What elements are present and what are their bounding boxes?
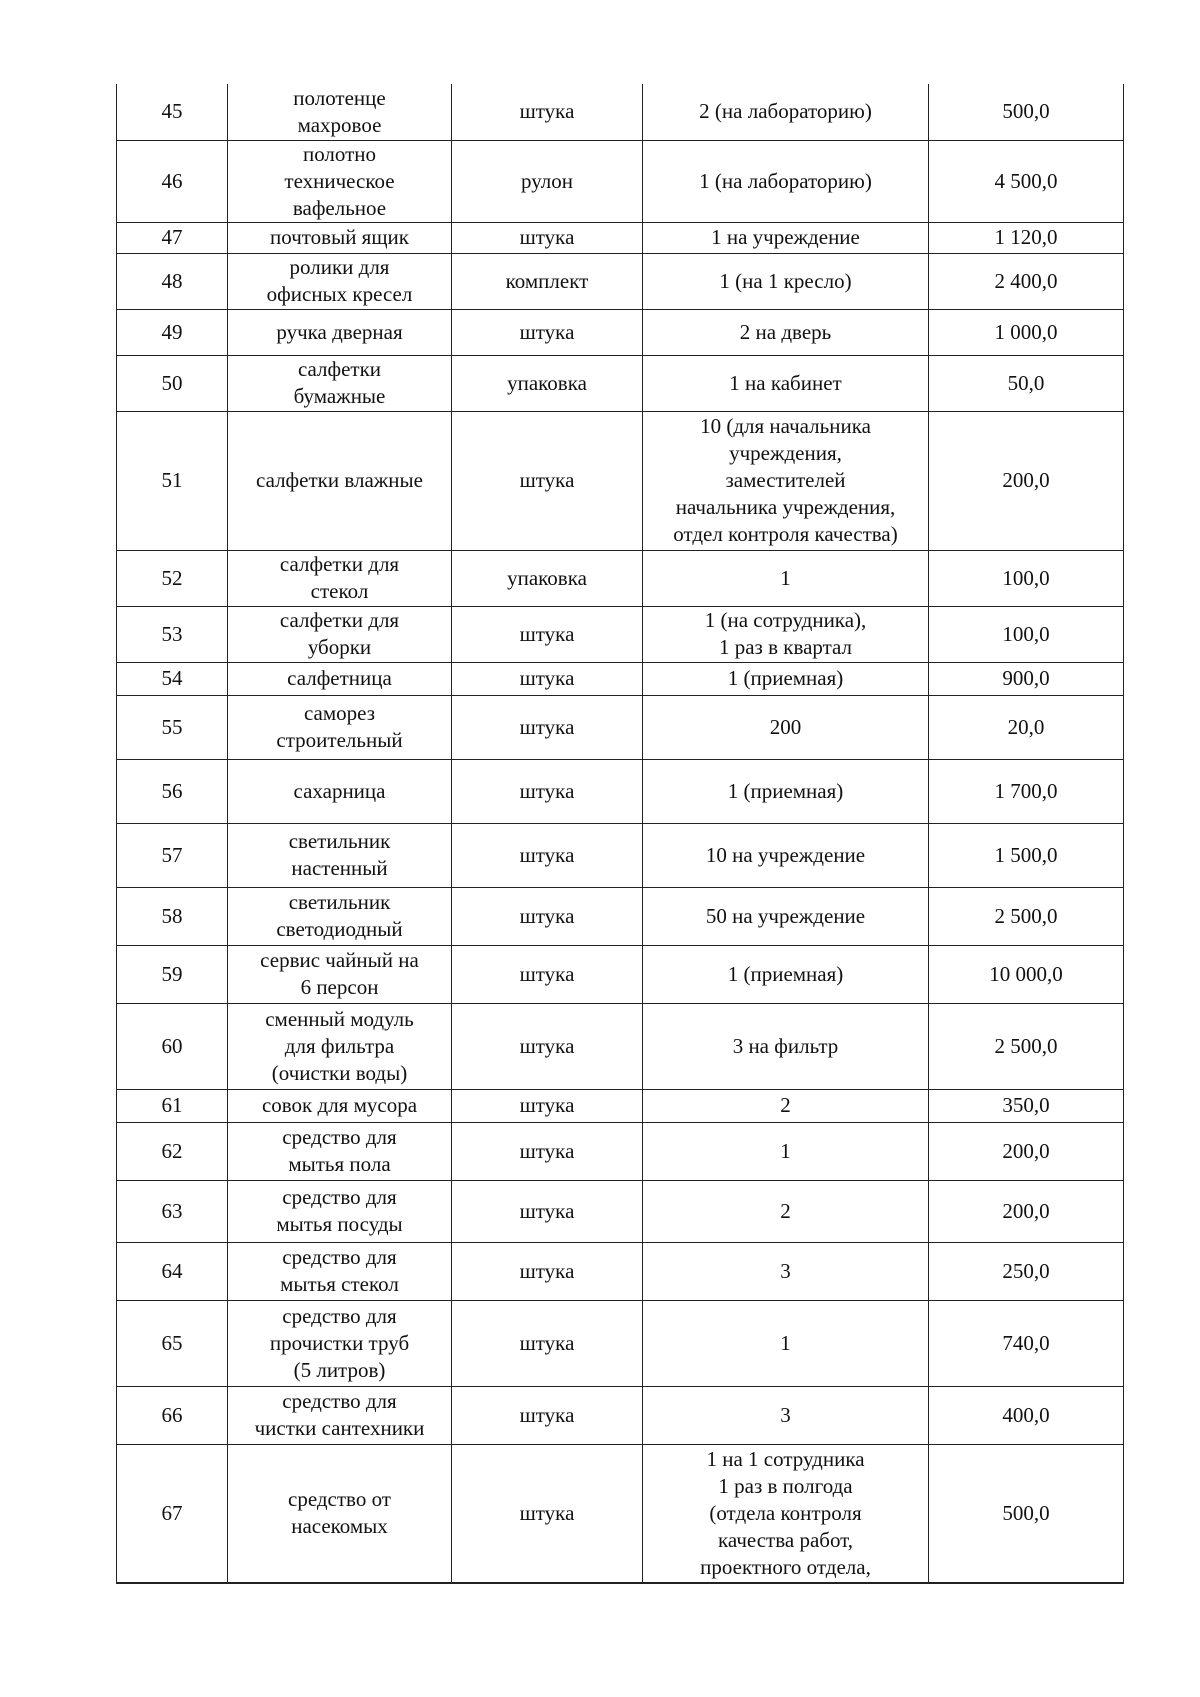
unit-cell: штука	[452, 1242, 643, 1300]
unit-cell: штука	[452, 411, 643, 550]
price-cell: 1 120,0	[929, 222, 1124, 253]
table-row	[117, 309, 1124, 355]
item-name-cell: салфетница	[228, 662, 452, 695]
quantity-norm-cell: 2	[643, 1089, 929, 1122]
unit-cell: штука	[452, 662, 643, 695]
quantity-norm-cell: 2 (на лабораторию)	[643, 84, 929, 140]
row-number-cell: 63	[117, 1180, 228, 1242]
quantity-norm-cell: 3	[643, 1242, 929, 1300]
item-name-cell: салфетки для стекол	[228, 550, 452, 606]
item-name-cell: сахарница	[228, 759, 452, 823]
price-cell: 10 000,0	[929, 945, 1124, 1003]
item-name-cell: светильник настенный	[228, 823, 452, 887]
quantity-norm-cell: 1 на 1 сотрудника 1 раз в полгода (отдела контроля качества работ, проектного отдела,	[643, 1444, 929, 1583]
table-row	[117, 355, 1124, 411]
table-row	[117, 695, 1124, 759]
table-row	[117, 1003, 1124, 1089]
unit-cell: штука	[452, 759, 643, 823]
row-number-cell: 45	[117, 84, 228, 140]
unit-cell: упаковка	[452, 550, 643, 606]
price-cell: 1 000,0	[929, 309, 1124, 355]
quantity-norm-cell: 1 (приемная)	[643, 662, 929, 695]
quantity-norm-cell: 3 на фильтр	[643, 1003, 929, 1089]
row-number-cell: 66	[117, 1386, 228, 1444]
table-row	[117, 1180, 1124, 1242]
table-row	[117, 1089, 1124, 1122]
quantity-norm-cell: 3	[643, 1386, 929, 1444]
item-name-cell: средство для прочистки труб (5 литров)	[228, 1300, 452, 1386]
item-name-cell: салфетки влажные	[228, 411, 452, 550]
price-cell: 1 500,0	[929, 823, 1124, 887]
unit-cell: штука	[452, 309, 643, 355]
price-cell: 900,0	[929, 662, 1124, 695]
item-name-cell: салфетки для уборки	[228, 606, 452, 662]
supplies-table-body	[117, 84, 1124, 1583]
row-number-cell: 58	[117, 887, 228, 945]
price-cell: 740,0	[929, 1300, 1124, 1386]
item-name-cell: полотенце махровое	[228, 84, 452, 140]
item-name-cell: ролики для офисных кресел	[228, 253, 452, 309]
quantity-norm-cell: 1	[643, 1122, 929, 1180]
table-row	[117, 1300, 1124, 1386]
unit-cell: штука	[452, 695, 643, 759]
quantity-norm-cell: 50 на учреждение	[643, 887, 929, 945]
row-number-cell: 53	[117, 606, 228, 662]
unit-cell: штука	[452, 887, 643, 945]
table-row	[117, 1444, 1124, 1583]
item-name-cell: средство для мытья стекол	[228, 1242, 452, 1300]
quantity-norm-cell: 1 (на 1 кресло)	[643, 253, 929, 309]
price-cell: 4 500,0	[929, 140, 1124, 222]
unit-cell: штука	[452, 1386, 643, 1444]
row-number-cell: 48	[117, 253, 228, 309]
price-cell: 2 500,0	[929, 887, 1124, 945]
quantity-norm-cell: 1 (на лабораторию)	[643, 140, 929, 222]
item-name-cell: совок для мусора	[228, 1089, 452, 1122]
table-row	[117, 662, 1124, 695]
table-row	[117, 411, 1124, 550]
price-cell: 200,0	[929, 411, 1124, 550]
unit-cell: штука	[452, 1003, 643, 1089]
supplies-table	[116, 84, 1124, 1584]
unit-cell: штука	[452, 606, 643, 662]
row-number-cell: 47	[117, 222, 228, 253]
row-number-cell: 52	[117, 550, 228, 606]
item-name-cell: средство для чистки сантехники	[228, 1386, 452, 1444]
row-number-cell: 60	[117, 1003, 228, 1089]
unit-cell: штука	[452, 1180, 643, 1242]
row-number-cell: 55	[117, 695, 228, 759]
item-name-cell: средство для мытья пола	[228, 1122, 452, 1180]
price-cell: 20,0	[929, 695, 1124, 759]
item-name-cell: средство от насекомых	[228, 1444, 452, 1583]
quantity-norm-cell: 10 на учреждение	[643, 823, 929, 887]
item-name-cell: сервис чайный на 6 персон	[228, 945, 452, 1003]
unit-cell: штука	[452, 1300, 643, 1386]
item-name-cell: полотно техническое вафельное	[228, 140, 452, 222]
table-row	[117, 606, 1124, 662]
unit-cell: штука	[452, 945, 643, 1003]
quantity-norm-cell: 1 (приемная)	[643, 945, 929, 1003]
price-cell: 400,0	[929, 1386, 1124, 1444]
price-cell: 200,0	[929, 1180, 1124, 1242]
item-name-cell: ручка дверная	[228, 309, 452, 355]
quantity-norm-cell: 2 на дверь	[643, 309, 929, 355]
unit-cell: штука	[452, 84, 643, 140]
table-row	[117, 1122, 1124, 1180]
quantity-norm-cell: 1	[643, 1300, 929, 1386]
table-row	[117, 140, 1124, 222]
price-cell: 350,0	[929, 1089, 1124, 1122]
price-cell: 1 700,0	[929, 759, 1124, 823]
table-row	[117, 823, 1124, 887]
item-name-cell: средство для мытья посуды	[228, 1180, 452, 1242]
unit-cell: штука	[452, 823, 643, 887]
table-row	[117, 1386, 1124, 1444]
quantity-norm-cell: 200	[643, 695, 929, 759]
row-number-cell: 62	[117, 1122, 228, 1180]
row-number-cell: 49	[117, 309, 228, 355]
row-number-cell: 57	[117, 823, 228, 887]
item-name-cell: светильник светодиодный	[228, 887, 452, 945]
quantity-norm-cell: 10 (для начальника учреждения, заместителей начальника учреждения, отдел контроля качества)	[643, 411, 929, 550]
quantity-norm-cell: 1 на кабинет	[643, 355, 929, 411]
price-cell: 50,0	[929, 355, 1124, 411]
unit-cell: штука	[452, 1122, 643, 1180]
row-number-cell: 46	[117, 140, 228, 222]
unit-cell: штука	[452, 222, 643, 253]
row-number-cell: 61	[117, 1089, 228, 1122]
table-row	[117, 84, 1124, 140]
price-cell: 2 400,0	[929, 253, 1124, 309]
price-cell: 500,0	[929, 84, 1124, 140]
table-row	[117, 1242, 1124, 1300]
row-number-cell: 64	[117, 1242, 228, 1300]
quantity-norm-cell: 1 (на сотрудника), 1 раз в квартал	[643, 606, 929, 662]
row-number-cell: 51	[117, 411, 228, 550]
table-row	[117, 550, 1124, 606]
table-row	[117, 759, 1124, 823]
item-name-cell: саморез строительный	[228, 695, 452, 759]
row-number-cell: 65	[117, 1300, 228, 1386]
price-cell: 500,0	[929, 1444, 1124, 1583]
price-cell: 2 500,0	[929, 1003, 1124, 1089]
quantity-norm-cell: 1 (приемная)	[643, 759, 929, 823]
table-row	[117, 945, 1124, 1003]
unit-cell: комплект	[452, 253, 643, 309]
price-cell: 200,0	[929, 1122, 1124, 1180]
row-number-cell: 50	[117, 355, 228, 411]
quantity-norm-cell: 1	[643, 550, 929, 606]
price-cell: 100,0	[929, 550, 1124, 606]
row-number-cell: 54	[117, 662, 228, 695]
quantity-norm-cell: 1 на учреждение	[643, 222, 929, 253]
unit-cell: упаковка	[452, 355, 643, 411]
unit-cell: штука	[452, 1089, 643, 1122]
unit-cell: штука	[452, 1444, 643, 1583]
row-number-cell: 56	[117, 759, 228, 823]
item-name-cell: почтовый ящик	[228, 222, 452, 253]
unit-cell: рулон	[452, 140, 643, 222]
item-name-cell: салфетки бумажные	[228, 355, 452, 411]
table-row	[117, 222, 1124, 253]
table-row	[117, 887, 1124, 945]
quantity-norm-cell: 2	[643, 1180, 929, 1242]
table-row	[117, 253, 1124, 309]
price-cell: 250,0	[929, 1242, 1124, 1300]
row-number-cell: 67	[117, 1444, 228, 1583]
row-number-cell: 59	[117, 945, 228, 1003]
price-cell: 100,0	[929, 606, 1124, 662]
item-name-cell: сменный модуль для фильтра (очистки воды)	[228, 1003, 452, 1089]
